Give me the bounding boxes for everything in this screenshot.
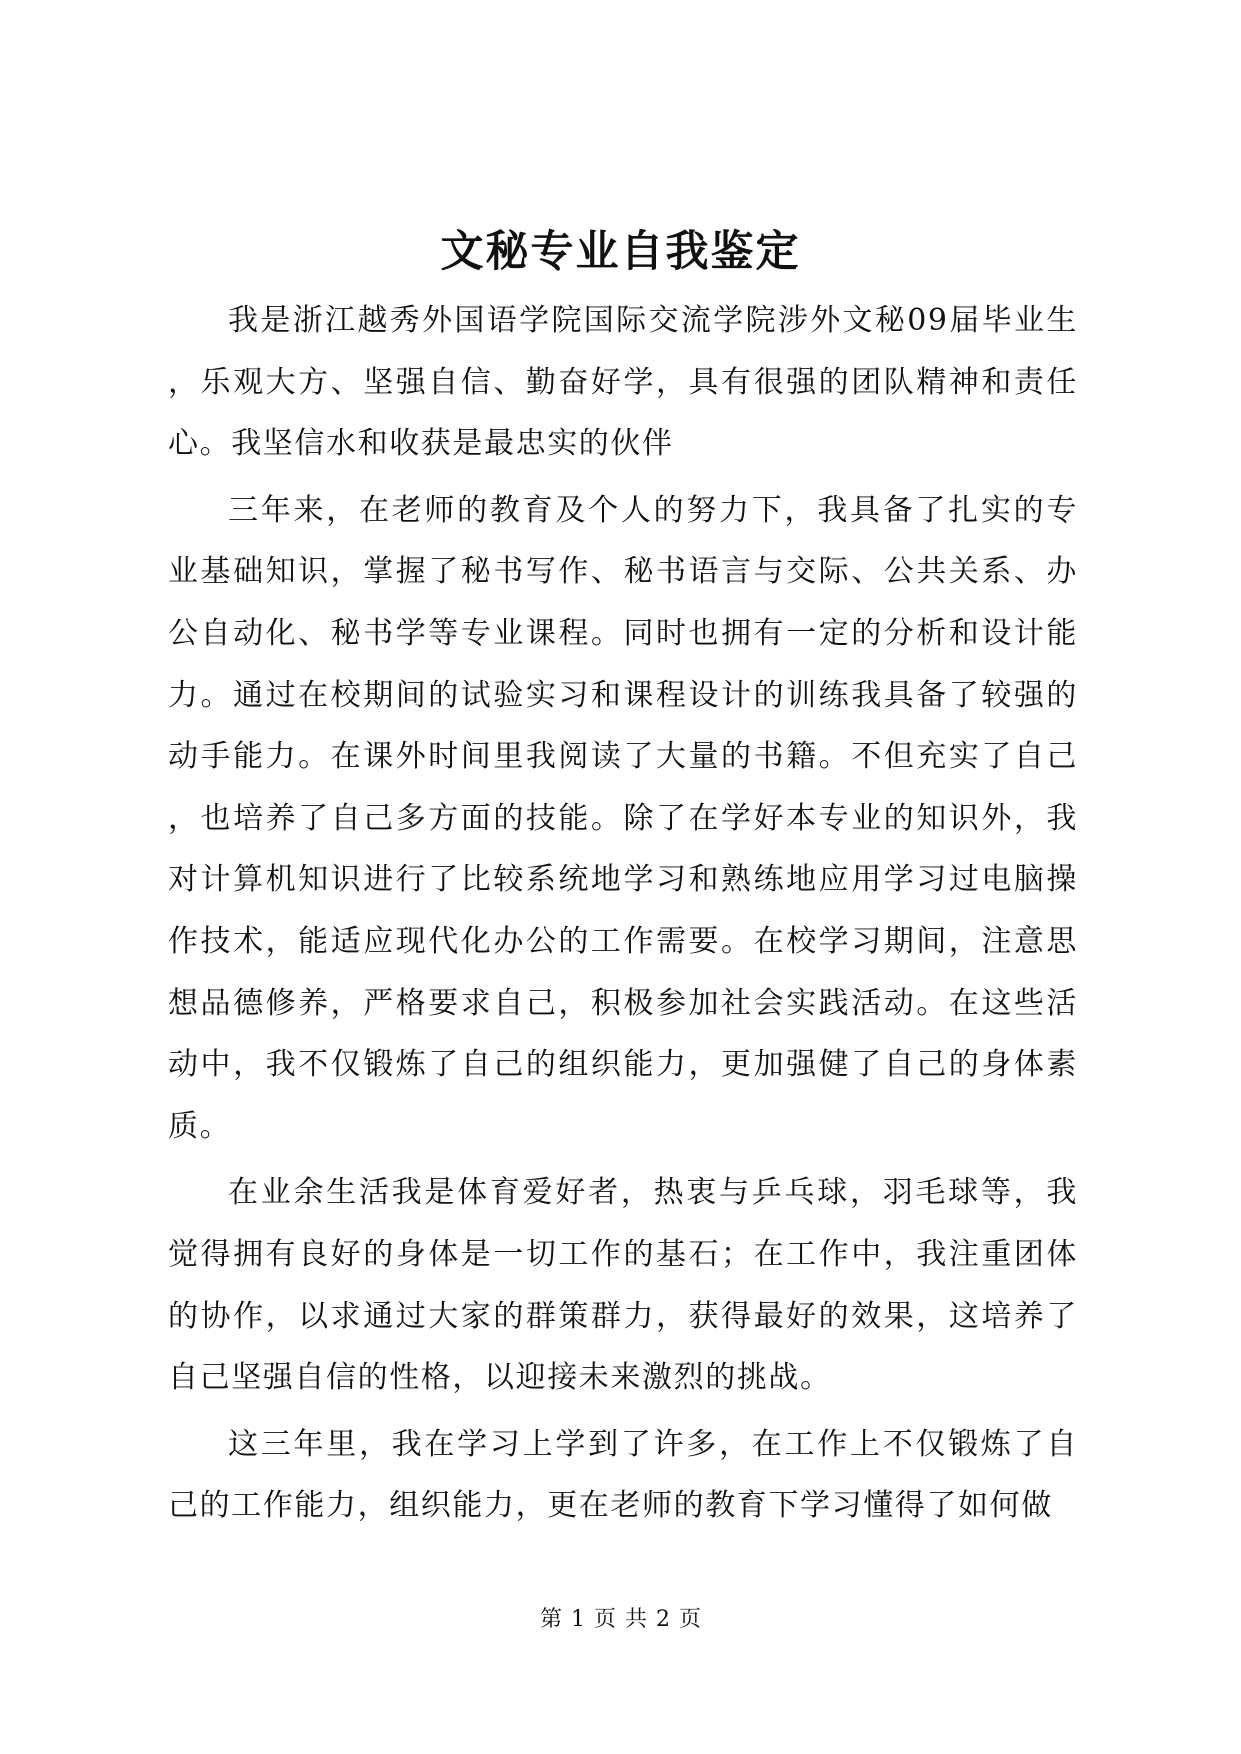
document-body — [168, 290, 1078, 1537]
paragraph-summary: 这三年里，我在学习上学到了许多，在工作上不仅锻炼了自己的工作能力，组织能力，更在老师的教育下学习懂得了如何做 — [168, 1426, 1078, 1524]
paragraph-hobbies: 在业余生活我是体育爱好者，热衷与乒乓球，羽毛球等，我觉得拥有良好的身体是一切工作的基石；在工作中，我注重团体的协作，以求通过大家的群策群力，获得最好的效果，这培养了自己坚强自信的性格，以迎接未来激烈的挑战。 — [168, 1175, 1078, 1396]
paragraph-study: 三年来，在老师的教育及个人的努力下，我具备了扎实的专业基础知识，掌握了秘书写作、秘书语言与交际、公共关系、办公自动化、秘书学等专业课程。同时也拥有一定的分析和设计能力。通过在校期间的试验实习和课程设计的训练我具备了较强的动手能力。在课外时间里我阅读了大量的书籍。不但充实了自己，也培养了自己多方面的技能。除了在学好本专业的知识外，我对计算机知识进行了比较系统地学习和熟练地应用学习过电脑操作技术，能适应现代化办公的工作需要。在校学习期间，注意思想品德修养，严格要求自己，积极参加社会实践活动。在这些活动中，我不仅锻炼了自己的组织能力，更加强健了自己的身体素质。 — [168, 492, 1078, 1144]
document-title: 文秘专业自我鉴定 — [440, 227, 801, 277]
paragraph-intro: 我是浙江越秀外国语学院国际交流学院涉外文秘09届毕业生，乐观大方、坚强自信、勤奋好学，具有很强的团队精神和责任心。我坚信水和收获是最忠实的伙伴 — [168, 303, 1078, 462]
page-number-footer: 第 1 页 共 2 页 — [540, 1607, 701, 1632]
